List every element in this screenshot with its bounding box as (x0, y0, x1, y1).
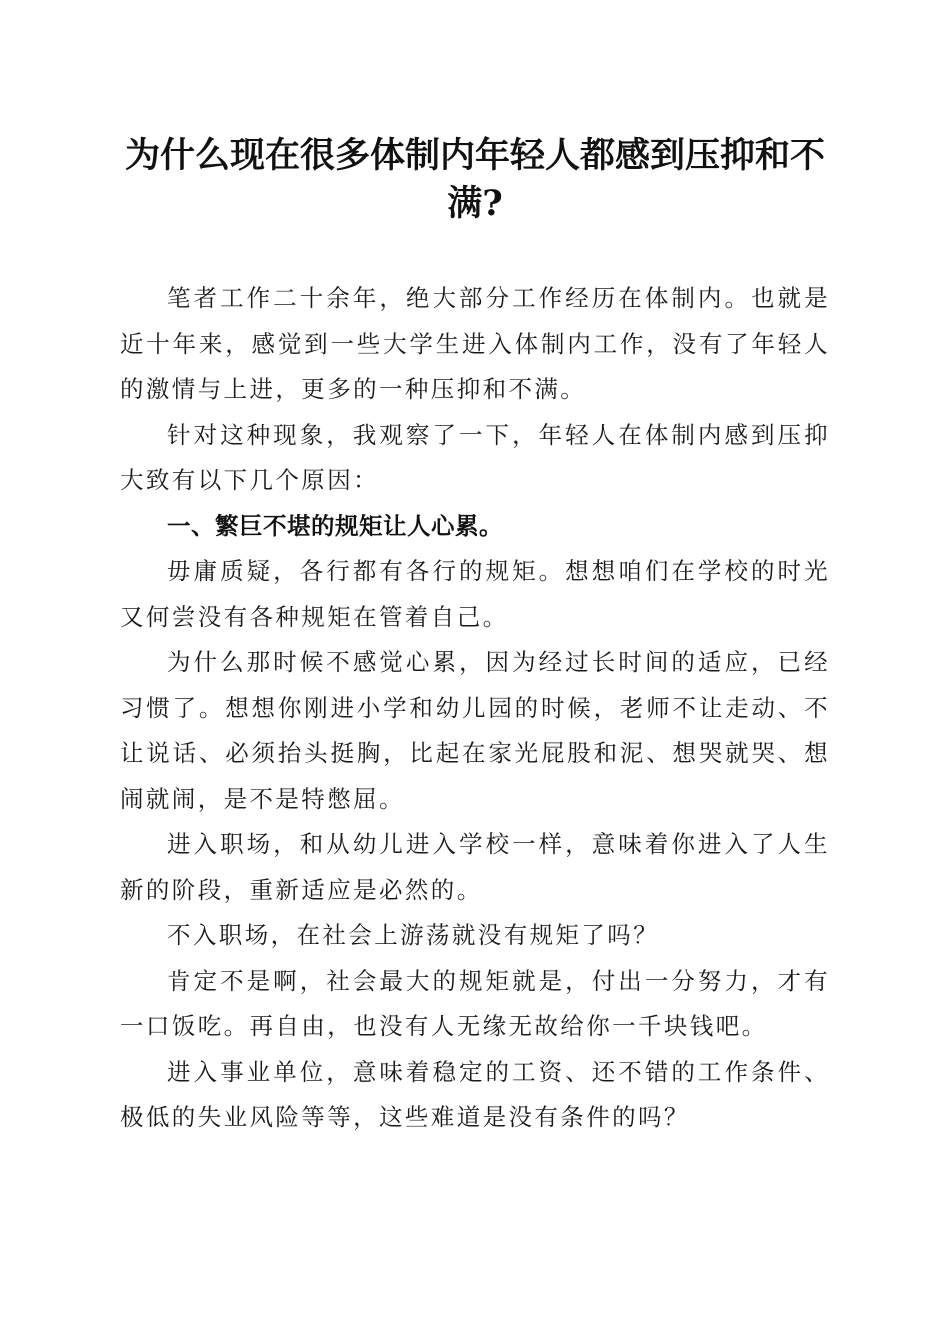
paragraph-school-memory: 为什么那时候不感觉心累，因为经过长时间的适应，已经习惯了。想想你刚进小学和幼儿园的时候，老师不让走动、不让说话、必须抬头挺胸，比起在家光屁股和泥、想哭就哭、想闹就闹，是不是特憋屈。 (120, 648, 830, 813)
document-title: 为什么现在很多体制内年轻人都感到压抑和不满? (124, 135, 825, 224)
paragraph-observation: 针对这种现象，我观察了一下，年轻人在体制内感到压抑大致有以下几个原因： (120, 420, 830, 494)
paragraph-new-stage: 进入职场，和从幼儿进入学校一样，意味着你进入了人生新的阶段，重新适应是必然的。 (120, 830, 830, 904)
paragraph-public-institution: 进入事业单位，意味着稳定的工资、还不错的工作条件、极低的失业风险等等，这些难道是没有条件的吗？ (120, 1057, 830, 1131)
paragraph-question: 不入职场，在社会上游荡就没有规矩了吗？ (167, 921, 660, 949)
document-body (120, 276, 830, 1141)
paragraph-intro: 笔者工作二十余年，绝大部分工作经历在体制内。也就是近十年来，感觉到一些大学生进入体制内工作，没有了年轻人的激情与上进，更多的一种压抑和不满。 (120, 284, 830, 403)
section-heading-1: 一、繁巨不堪的规矩让人心累。 (167, 511, 503, 540)
paragraph-rules: 毋庸质疑，各行都有各行的规矩。想想咱们在学校的时光又何尝没有各种规矩在管着自己。 (120, 557, 830, 631)
paragraph-society-rules: 肯定不是啊，社会最大的规矩就是，付出一分努力，才有一口饭吃。再自由，也没有人无缘无故给你一千块钱吧。 (120, 966, 830, 1040)
